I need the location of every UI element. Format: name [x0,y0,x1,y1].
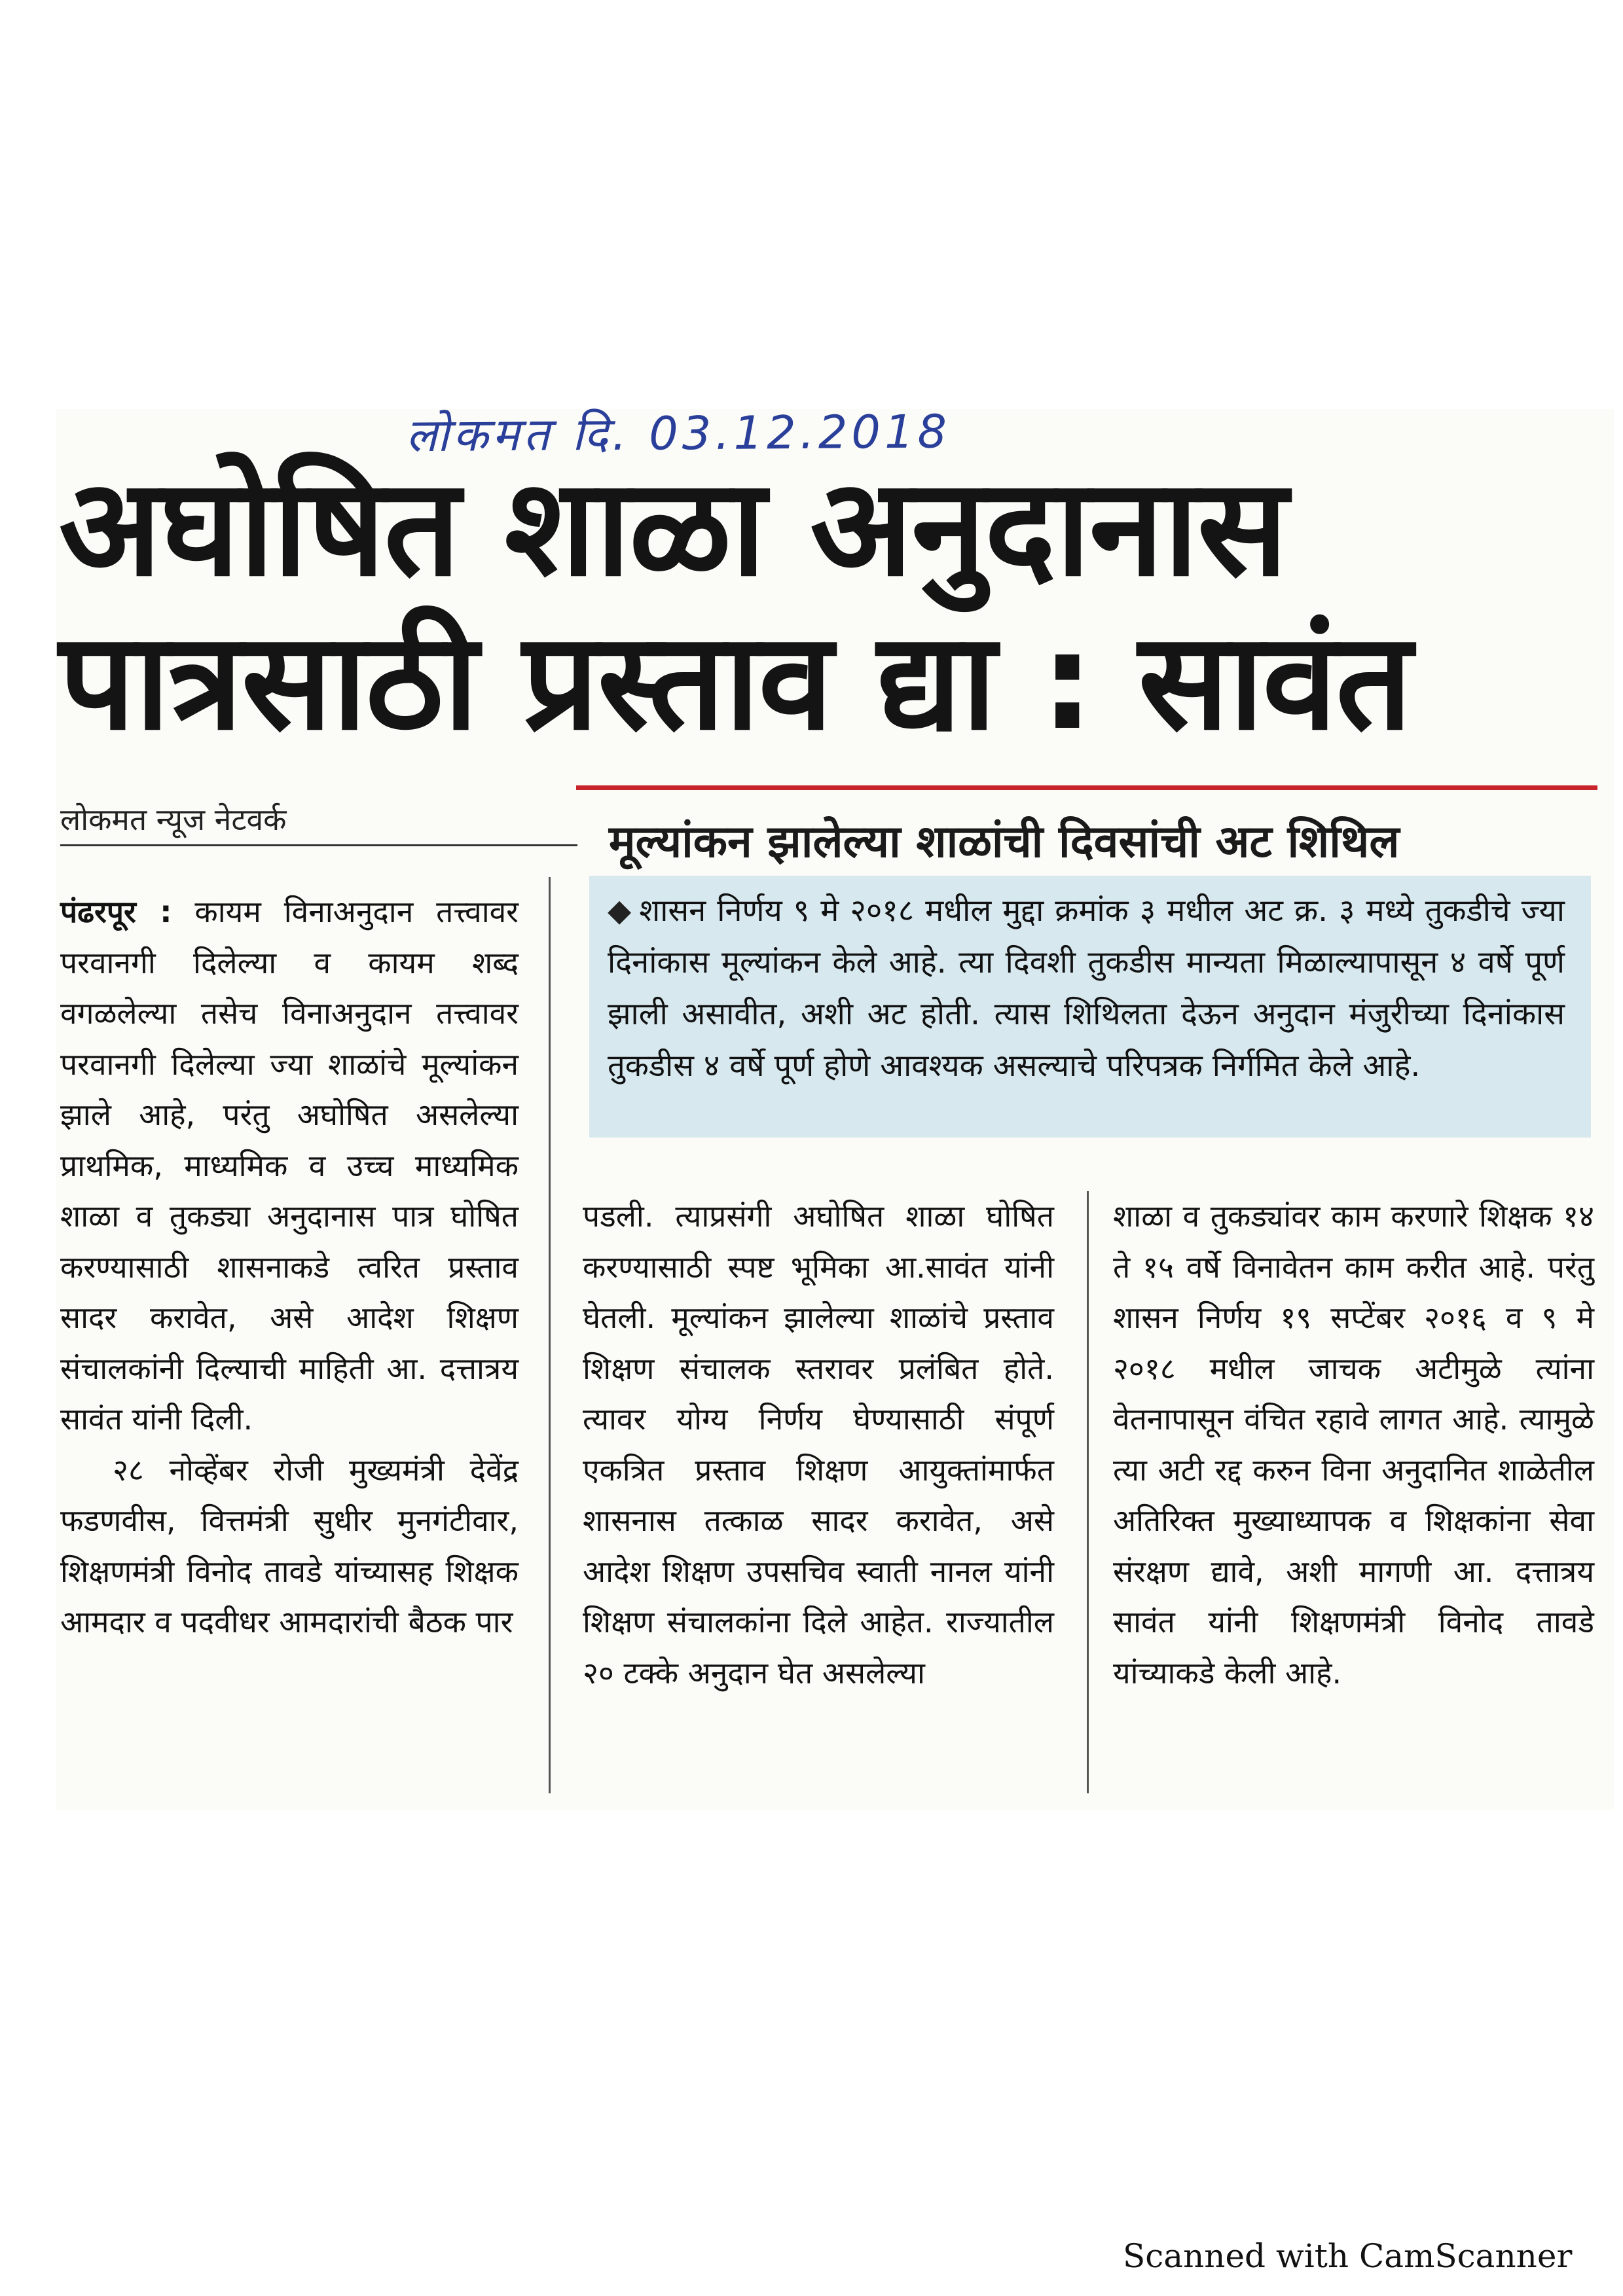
article-paragraph-1: कायम विनाअनुदान तत्त्वावर परवानगी दिलेल्या व कायम शब्द वगळलेल्या तसेच विनाअनुदान तत्त्वावर परवानगी दिलेल्या ज्या शाळांचे मूल्यांकन झाले आहे, परंतु अघोषित असलेल्या प्राथमिक, माध्यमिक व उच्च माध्यमिक शाळा व तुकड्या अनुदानास पात्र घोषित करण्यासाठी शासनाकडे त्वरित प्रस्ताव सादर करावेत, असे आदेश शिक्षण संचालकांनी दिल्याची माहिती आ. दत्तात्रय सावंत यांनी दिली. [60,894,519,1437]
headline-line-1: अघोषित शाळा अनुदानास [59,450,1287,606]
diamond-bullet-icon: ◆ [608,893,633,929]
scanner-watermark: Scanned with CamScanner [1123,2237,1573,2275]
column-divider [549,877,551,1793]
article-column-3-text: शाळा व तुकड्यांवर काम करणारे शिक्षक १४ ते १५ वर्षे विनावेतन काम करीत आहे. परंतु शासन निर्णय १९ सप्टेंबर २०१६ व ९ मे २०१८ मधील जाचक अटीमुळे त्यांना वेतनापासून वंचित रहावे लागत आहे. त्यामुळे त्या अटी रद्द करुन विना अनुदानित शाळेतील अतिरिक्त मुख्याध्यापक व शिक्षकांना सेवा संरक्षण द्यावे, अशी मागणी आ. दत्तात्रय सावंत यांनी शिक्षणमंत्री विनोद तावडे यांच्याकडे केली आहे. [1113,1198,1594,1691]
red-divider [576,785,1597,790]
article-column-2 [583,1191,1054,1698]
byline-divider [60,844,577,846]
headline-line-2: पात्रसाठी प्रस्ताव द्या : सावंत [59,604,1412,760]
column-divider [1087,1191,1089,1793]
article-column-3 [1113,1191,1594,1698]
headline [59,452,1578,759]
article-column-1 [60,887,519,1648]
highlight-text: शासन निर्णय ९ मे २०१८ मधील मुद्दा क्रमांक ३ मधील अट क्र. ३ मध्ये तुकडीचे ज्या दिनांकास मूल्यांकन केले आहे. त्या दिवशी तुकडीस मान्यता मिळाल्यापासून ४ वर्षे पूर्ण झाली असावीत, अशी अट होती. त्यास शिथिलता देऊन अनुदान मंजुरीच्या दिनांकास तुकडीस ४ वर्षे पूर्ण होणे आवश्यक असल्याचे परिपत्रक निर्गमित केले आहे. [608,893,1565,1084]
article-column-2-text: पडली. त्याप्रसंगी अघोषित शाळा घोषित करण्यासाठी स्पष्ट भूमिका आ.सावंत यांनी घेतली. मूल्यांकन झालेल्या शाळांचे प्रस्ताव शिक्षण संचालक स्तरावर प्रलंबित होते. त्यावर योग्य निर्णय घेण्यासाठी संपूर्ण एकत्रित प्रस्ताव शिक्षण आयुक्तांमार्फत शासनास तत्काळ सादर करावेत, असे आदेश शिक्षण उपसचिव स्वाती नानल यांनी शिक्षण संचालकांना दिले आहेत. राज्यातील २० टक्के अनुदान घेत असलेल्या [583,1198,1054,1691]
byline: लोकमत न्यूज नेटवर्क [60,802,287,837]
handwritten-date-note: लोकमत दि. 03.12.2018 [405,404,951,463]
subheadline: मूल्यांकन झालेल्या शाळांची दिवसांची अट शिथिल [609,816,1400,868]
highlight-box [589,876,1591,1138]
article-paragraph-2: २८ नोव्हेंबर रोजी मुख्यमंत्री देवेंद्र फडणवीस, वित्तमंत्री सुधीर मुनगंटीवार, शिक्षणमंत्री विनोद तावडे यांच्यासह शिक्षक आमदार व पदवीधर आमदारांची बैठक पार [60,1452,519,1640]
dateline: पंढरपूर : [60,894,172,929]
